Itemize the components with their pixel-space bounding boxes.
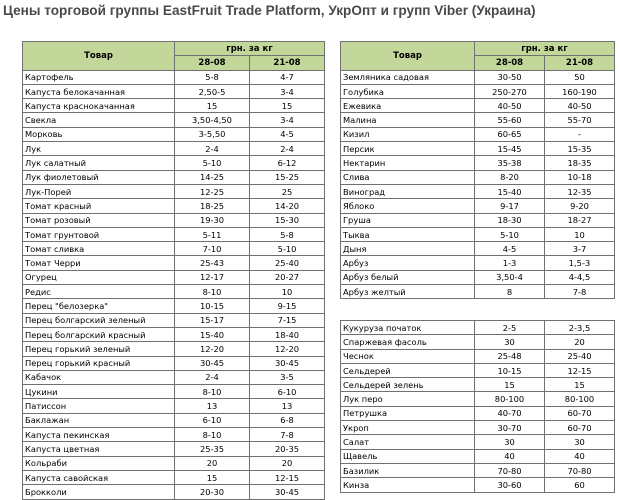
table-row <box>23 442 325 456</box>
price-date2-cell: 15-35 <box>545 142 615 156</box>
product-name-cell: Томат красный <box>23 199 175 213</box>
table-row <box>23 428 325 442</box>
price-date1-cell: 5-10 <box>475 227 545 241</box>
product-name-cell: Лук <box>23 142 175 156</box>
product-name-cell: Слива <box>341 170 475 184</box>
product-name-cell: Капуста цветная <box>23 442 175 456</box>
product-name-cell: Кольраби <box>23 456 175 470</box>
table-row <box>341 349 615 363</box>
product-name-cell: Патиссон <box>23 399 175 413</box>
product-name-cell: Лук фиолетовый <box>23 170 175 184</box>
price-date1-cell: 12-20 <box>175 342 250 356</box>
table-row <box>341 227 615 241</box>
table-row <box>341 127 615 141</box>
product-name-cell: Картофель <box>23 70 175 84</box>
product-name-cell: Огурец <box>23 270 175 284</box>
price-date2-cell: 3-4 <box>250 84 325 98</box>
price-date1-cell: 15-40 <box>475 184 545 198</box>
price-date2-cell: 60-70 <box>545 406 615 420</box>
price-date2-cell: 10 <box>545 227 615 241</box>
table-row <box>341 285 615 299</box>
price-date2-cell: 6-12 <box>250 156 325 170</box>
price-date2-cell: 4-4,5 <box>545 270 615 284</box>
product-name-cell: Морковь <box>23 127 175 141</box>
table-row <box>23 485 325 499</box>
table-row <box>23 270 325 284</box>
column-header-unit: грн. за кг <box>475 42 615 56</box>
price-date2-cell: 30-45 <box>250 356 325 370</box>
price-date1-cell: 5-8 <box>175 70 250 84</box>
table-row <box>341 170 615 184</box>
price-date2-cell: 15-25 <box>250 170 325 184</box>
price-date1-cell: 7-10 <box>175 242 250 256</box>
product-name-cell: Груша <box>341 213 475 227</box>
table-row <box>23 356 325 370</box>
product-name-cell: Голубика <box>341 84 475 98</box>
price-date2-cell: 30 <box>545 435 615 449</box>
price-date1-cell: 20-30 <box>175 485 250 499</box>
product-name-cell: Арбуз белый <box>341 270 475 284</box>
table-row <box>341 184 615 198</box>
price-date1-cell: 40 <box>475 449 545 463</box>
price-date2-cell: 55-70 <box>545 113 615 127</box>
price-date2-cell: 30-45 <box>250 485 325 499</box>
price-date2-cell: 25-40 <box>545 349 615 363</box>
table-row <box>341 213 615 227</box>
price-date1-cell: 15 <box>175 470 250 484</box>
table-row <box>341 199 615 213</box>
column-header-date1: 28-08 <box>475 56 545 70</box>
product-name-cell: Чеснок <box>341 349 475 363</box>
table-row <box>341 449 615 463</box>
price-date2-cell: 20 <box>250 456 325 470</box>
price-date2-cell: 40-50 <box>545 99 615 113</box>
price-date2-cell: 9-20 <box>545 199 615 213</box>
price-date1-cell: 5-10 <box>175 156 250 170</box>
price-date1-cell: 3,50-4,50 <box>175 113 250 127</box>
product-name-cell: Тыква <box>341 227 475 241</box>
price-date1-cell: 2-5 <box>475 321 545 335</box>
product-name-cell: Капуста савойская <box>23 470 175 484</box>
price-date1-cell: 6-10 <box>175 413 250 427</box>
product-name-cell: Баклажан <box>23 413 175 427</box>
table-row <box>23 184 325 198</box>
other-price-table <box>340 320 615 493</box>
price-date2-cell: 20 <box>545 335 615 349</box>
price-date2-cell: 5-10 <box>250 242 325 256</box>
price-date1-cell: 3-5,50 <box>175 127 250 141</box>
price-date1-cell: 2-4 <box>175 142 250 156</box>
price-date2-cell: 18-27 <box>545 213 615 227</box>
price-date1-cell: 9-17 <box>475 199 545 213</box>
price-date2-cell: 7-15 <box>250 313 325 327</box>
price-date1-cell: 60-65 <box>475 127 545 141</box>
price-date1-cell: 80-100 <box>475 392 545 406</box>
product-name-cell: Кинза <box>341 478 475 492</box>
price-date1-cell: 18-25 <box>175 199 250 213</box>
price-date1-cell: 5-11 <box>175 227 250 241</box>
price-date2-cell: 6-10 <box>250 385 325 399</box>
column-header-product: Товар <box>23 42 175 71</box>
table-row <box>23 213 325 227</box>
product-name-cell: Брокколи <box>23 485 175 499</box>
table-row <box>23 470 325 484</box>
product-name-cell: Петрушка <box>341 406 475 420</box>
price-date1-cell: 15 <box>475 378 545 392</box>
price-date1-cell: 1-3 <box>475 256 545 270</box>
product-name-cell: Арбуз желтый <box>341 285 475 299</box>
price-date1-cell: 30 <box>475 435 545 449</box>
product-name-cell: Сельдерей зелень <box>341 378 475 392</box>
table-row <box>341 270 615 284</box>
price-date1-cell: 3,50-4 <box>475 270 545 284</box>
column-header-date2: 21-08 <box>250 56 325 70</box>
product-name-cell: Томат розовый <box>23 213 175 227</box>
product-name-cell: Кизил <box>341 127 475 141</box>
product-name-cell: Перец болгарский красный <box>23 327 175 341</box>
table-row <box>23 456 325 470</box>
table-row <box>23 84 325 98</box>
table-row <box>341 335 615 349</box>
product-name-cell: Капуста белокачанная <box>23 84 175 98</box>
price-date2-cell: 15 <box>250 99 325 113</box>
table-row <box>23 99 325 113</box>
table-row <box>23 170 325 184</box>
price-date1-cell: 70-80 <box>475 463 545 477</box>
price-date2-cell: 3-4 <box>250 113 325 127</box>
price-date1-cell: 15 <box>175 99 250 113</box>
product-name-cell: Томат грунтовой <box>23 227 175 241</box>
table-row <box>23 113 325 127</box>
product-name-cell: Малина <box>341 113 475 127</box>
product-name-cell: Цукини <box>23 385 175 399</box>
product-name-cell: Укроп <box>341 421 475 435</box>
product-name-cell: Виноград <box>341 184 475 198</box>
table-row <box>23 299 325 313</box>
product-name-cell: Ежевика <box>341 99 475 113</box>
product-name-cell: Свекла <box>23 113 175 127</box>
product-name-cell: Перец горький красный <box>23 356 175 370</box>
price-date1-cell: 30-70 <box>475 421 545 435</box>
price-date2-cell: 6-8 <box>250 413 325 427</box>
product-name-cell: Земляника садовая <box>341 70 475 84</box>
table-row <box>23 385 325 399</box>
price-date2-cell: 20-27 <box>250 270 325 284</box>
product-name-cell: Перец горький зеленый <box>23 342 175 356</box>
price-date2-cell: 60 <box>545 478 615 492</box>
product-name-cell: Сельдерей <box>341 363 475 377</box>
price-date2-cell: 10-18 <box>545 170 615 184</box>
price-date2-cell: 80-100 <box>545 392 615 406</box>
product-name-cell: Спаржевая фасоль <box>341 335 475 349</box>
price-date2-cell: 25 <box>250 184 325 198</box>
price-date2-cell: 12-15 <box>250 470 325 484</box>
price-date2-cell: 13 <box>250 399 325 413</box>
table-row <box>341 142 615 156</box>
product-name-cell: Лук перо <box>341 392 475 406</box>
table-row <box>23 313 325 327</box>
product-name-cell: Дыня <box>341 242 475 256</box>
price-date1-cell: 19-30 <box>175 213 250 227</box>
column-header-unit: грн. за кг <box>175 42 325 56</box>
price-date1-cell: 250-270 <box>475 84 545 98</box>
product-name-cell: Салат <box>341 435 475 449</box>
table-row <box>23 199 325 213</box>
table-row <box>23 399 325 413</box>
price-date1-cell: 2-4 <box>175 370 250 384</box>
table-row <box>23 127 325 141</box>
price-date2-cell: 12-15 <box>545 363 615 377</box>
product-name-cell: Кабачок <box>23 370 175 384</box>
price-date1-cell: 12-25 <box>175 184 250 198</box>
product-name-cell: Томат сливка <box>23 242 175 256</box>
fruits-price-table <box>340 41 615 299</box>
price-date2-cell: 20-35 <box>250 442 325 456</box>
price-date2-cell: 15-30 <box>250 213 325 227</box>
table-row <box>23 285 325 299</box>
price-date1-cell: 2,50-5 <box>175 84 250 98</box>
table-row <box>23 142 325 156</box>
price-date2-cell: 4-5 <box>250 127 325 141</box>
price-date1-cell: 25-43 <box>175 256 250 270</box>
price-date1-cell: 10-15 <box>475 363 545 377</box>
table-row <box>341 256 615 270</box>
product-name-cell: Капуста пекинская <box>23 428 175 442</box>
price-date2-cell: 18-40 <box>250 327 325 341</box>
price-date1-cell: 25-48 <box>475 349 545 363</box>
price-date2-cell: 1,5-3 <box>545 256 615 270</box>
price-date2-cell: 18-35 <box>545 156 615 170</box>
table-row <box>341 84 615 98</box>
table-row <box>341 363 615 377</box>
product-name-cell: Перец "белозерка" <box>23 299 175 313</box>
product-name-cell: Томат Черри <box>23 256 175 270</box>
price-date2-cell: 9-15 <box>250 299 325 313</box>
price-date1-cell: 8 <box>475 285 545 299</box>
table-row <box>23 342 325 356</box>
table-row <box>341 435 615 449</box>
price-date1-cell: 30-50 <box>475 70 545 84</box>
price-date2-cell: 50 <box>545 70 615 84</box>
product-name-cell: Базилик <box>341 463 475 477</box>
price-date1-cell: 14-25 <box>175 170 250 184</box>
price-date1-cell: 8-10 <box>175 285 250 299</box>
table-row <box>341 478 615 492</box>
price-date1-cell: 15-45 <box>475 142 545 156</box>
price-date2-cell: 60-70 <box>545 421 615 435</box>
table-row <box>341 99 615 113</box>
price-date2-cell: 2-3,5 <box>545 321 615 335</box>
price-date2-cell: 15 <box>545 378 615 392</box>
price-date2-cell: 14-20 <box>250 199 325 213</box>
column-header-product: Товар <box>341 42 475 71</box>
price-date2-cell: - <box>545 127 615 141</box>
price-date1-cell: 40-50 <box>475 99 545 113</box>
price-date2-cell: 2-4 <box>250 142 325 156</box>
product-name-cell: Редис <box>23 285 175 299</box>
price-date2-cell: 10 <box>250 285 325 299</box>
product-name-cell: Перец болгарский зеленый <box>23 313 175 327</box>
table-row <box>341 421 615 435</box>
price-date1-cell: 13 <box>175 399 250 413</box>
table-row <box>23 156 325 170</box>
table-row <box>341 70 615 84</box>
price-date2-cell: 40 <box>545 449 615 463</box>
price-date2-cell: 4-7 <box>250 70 325 84</box>
product-name-cell: Арбуз <box>341 256 475 270</box>
price-date2-cell: 12-20 <box>250 342 325 356</box>
product-name-cell: Нектарин <box>341 156 475 170</box>
column-header-date2: 21-08 <box>545 56 615 70</box>
price-date2-cell: 7-8 <box>250 428 325 442</box>
price-date2-cell: 3-5 <box>250 370 325 384</box>
table-row <box>23 70 325 84</box>
page-title: Цены торговой группы EastFruit Trade Platform, УкрОпт и групп Viber (Украина) <box>3 3 536 18</box>
price-date1-cell: 4-5 <box>475 242 545 256</box>
column-header-date1: 28-08 <box>175 56 250 70</box>
table-row <box>341 463 615 477</box>
product-name-cell: Щавель <box>341 449 475 463</box>
price-date1-cell: 30-60 <box>475 478 545 492</box>
price-date1-cell: 12-17 <box>175 270 250 284</box>
price-date1-cell: 10-15 <box>175 299 250 313</box>
product-name-cell: Капуста краснокачанная <box>23 99 175 113</box>
price-date1-cell: 30-45 <box>175 356 250 370</box>
product-name-cell: Яблоко <box>341 199 475 213</box>
price-date2-cell: 12-35 <box>545 184 615 198</box>
price-date2-cell: 70-80 <box>545 463 615 477</box>
table-row <box>341 406 615 420</box>
price-date1-cell: 35-38 <box>475 156 545 170</box>
price-date1-cell: 15-40 <box>175 327 250 341</box>
product-name-cell: Кукуруза початок <box>341 321 475 335</box>
table-row <box>341 156 615 170</box>
table-row <box>23 256 325 270</box>
price-date1-cell: 15-17 <box>175 313 250 327</box>
price-date2-cell: 7-8 <box>545 285 615 299</box>
price-date2-cell: 160-190 <box>545 84 615 98</box>
price-date1-cell: 20 <box>175 456 250 470</box>
price-date1-cell: 30 <box>475 335 545 349</box>
product-name-cell: Персик <box>341 142 475 156</box>
vegetables-price-table <box>22 41 325 500</box>
price-date1-cell: 8-10 <box>175 428 250 442</box>
table-row <box>23 413 325 427</box>
product-name-cell: Лук салатный <box>23 156 175 170</box>
table-row <box>341 378 615 392</box>
product-name-cell: Лук-Порей <box>23 184 175 198</box>
price-date1-cell: 40-70 <box>475 406 545 420</box>
price-date1-cell: 8-20 <box>475 170 545 184</box>
price-date1-cell: 18-30 <box>475 213 545 227</box>
price-date2-cell: 3-7 <box>545 242 615 256</box>
table-row <box>23 227 325 241</box>
price-date2-cell: 5-8 <box>250 227 325 241</box>
price-date1-cell: 25-35 <box>175 442 250 456</box>
table-row <box>23 327 325 341</box>
table-row <box>341 321 615 335</box>
table-row <box>23 370 325 384</box>
price-date2-cell: 25-40 <box>250 256 325 270</box>
table-row <box>341 113 615 127</box>
price-date1-cell: 8-10 <box>175 385 250 399</box>
table-row <box>341 392 615 406</box>
table-row <box>23 242 325 256</box>
table-row <box>341 242 615 256</box>
price-date1-cell: 55-60 <box>475 113 545 127</box>
